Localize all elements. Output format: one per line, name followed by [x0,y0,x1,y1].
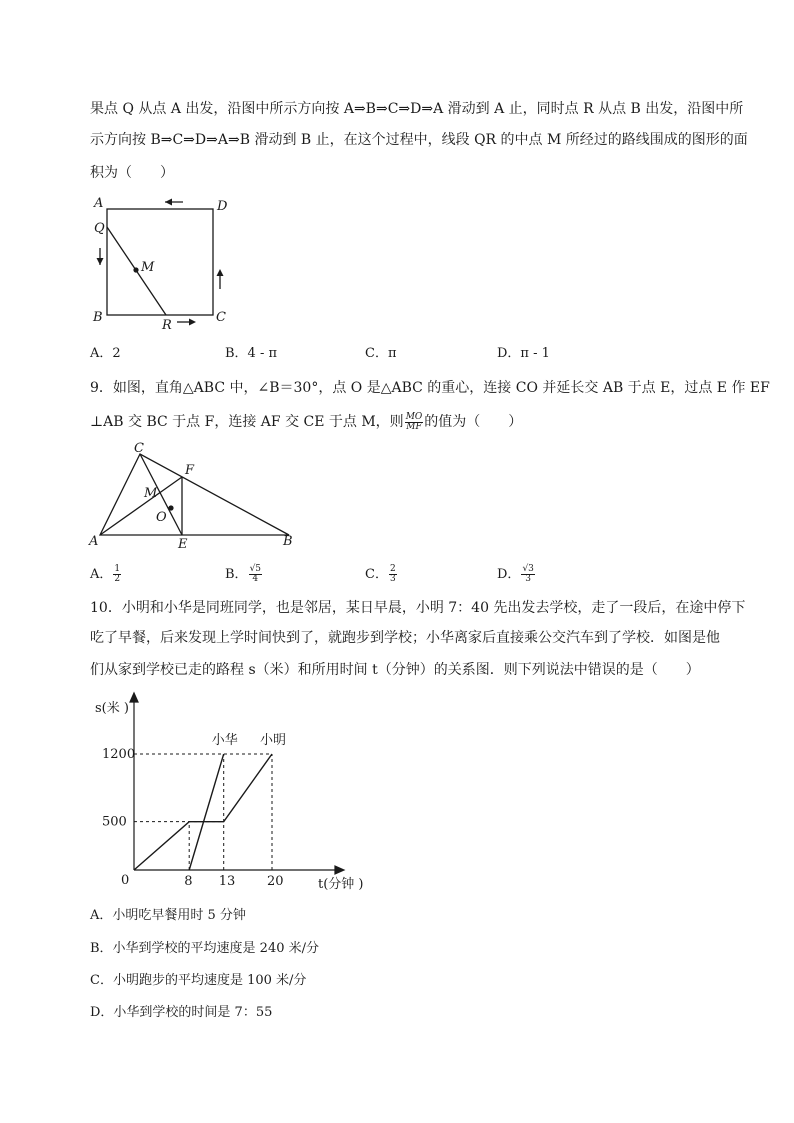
label-a: A [89,534,99,549]
arrow-up-icon [217,269,224,276]
arrow-down-icon [97,258,104,265]
arrow-left-icon [165,199,172,206]
q8-line-2: 示方向按 B⇒C⇒D⇒A⇒B 滑动到 B 止，在这个过程中，线段 QR 的中点 M 所经过的路线围成的图形的面 [90,132,748,148]
q8-option-c: C．π [365,346,397,361]
origin-label: 0 [121,873,130,888]
y-tick-1200: 1200 [102,747,136,762]
q8-option-b: B．4 - π [225,346,278,361]
q9-frac-num: MO [405,411,423,422]
segment-af [100,477,182,535]
label-o: O [156,510,167,525]
series-line-1 [189,754,224,870]
q8-option-a: A．2 [90,346,121,361]
series-label-1: 小华 [211,733,238,748]
q9-option-d: D． $\frac{√3}{3}$ [497,564,534,584]
q9-line-2-pre: ⊥AB 交 BC 于点 F，连接 AF 交 CE 于点 M，则 [90,414,404,430]
y-axis-label: s(米 ) [95,701,129,716]
triangle-abc [100,454,289,535]
label-b: B [283,534,293,549]
square-abcd [107,209,213,315]
label-e: E [178,537,188,552]
label-d: D [217,199,228,214]
label-m: M [141,260,155,275]
q10-line-1: 10．小明和小华是同班同学，也是邻居，某日早晨，小明 7：40 先出发去学校，走了一段后，在途中停下 [90,600,746,616]
series-label-0: 小明 [260,733,287,748]
q10-option-a: A．小明吃早餐用时 5 分钟 [90,908,246,923]
q9-fraction [405,413,424,432]
q10-option-d: D．小华到学校的时间是 7：55 [90,1005,273,1020]
segment-ce [140,454,182,535]
label-b: B [93,310,103,325]
q10-option-b: B．小华到学校的平均速度是 240 米/分 [90,941,320,956]
y-tick-500: 500 [102,814,127,830]
x-tick-13: 13 [218,874,236,889]
label-m: M [144,486,158,501]
point-o [168,505,173,510]
q9-line-2 [90,412,522,432]
q8-line-3: 积为（ ） [90,165,174,181]
label-r: R [162,318,172,333]
x-axis-label: t(分钟 ) [318,877,364,892]
arrow-right-icon [189,319,196,326]
q10-line-2: 吃了早餐，后来发现上学时间快到了，就跑步到学校；小华离家后直接乘公交汽车到了学校．如图是他 [90,630,720,646]
point-m [133,267,138,272]
q9-option-a: A． $\frac{1}{2}$ [90,564,121,584]
label-c: C [216,310,226,325]
q10-option-c: C．小明跑步的平均速度是 100 米/分 [90,973,307,988]
q9-line-1: 9．如图，直角△ABC 中，∠B＝30°，点 O 是△ABC 的重心，连接 CO 并延长交 AB 于点 E，过点 E 作 EF [90,380,770,396]
y-axis-arrow-icon [130,693,138,702]
q10-line-3: 们从家到学校已走的路程 s（米）和所用时间 t（分钟）的关系图．则下列说法中错误的是（ ） [90,662,700,678]
x-axis-arrow-icon [335,866,344,874]
label-f: F [185,463,195,478]
segment-qr [107,227,166,315]
x-tick-8: 8 [184,874,193,889]
q8-option-d: D．π - 1 [497,346,550,361]
label-q: Q [94,221,105,236]
x-tick-20: 20 [267,874,284,889]
q9-frac-den: MF [406,421,422,432]
q9-option-c: C． $\frac{2}{3}$ [365,564,396,584]
label-a: A [94,196,104,211]
label-c: C [134,441,144,456]
q9-option-b: B． $\frac{√5}{4}$ [225,564,262,584]
series-line-0 [134,754,272,870]
q9-line-2-post: 的值为（ ） [424,414,523,430]
q8-line-1: 果点 Q 从点 A 出发，沿图中所示方向按 A⇒B⇒C⇒D⇒A 滑动到 A 止，同时点 R 从点 B 出发，沿图中所 [90,101,744,117]
